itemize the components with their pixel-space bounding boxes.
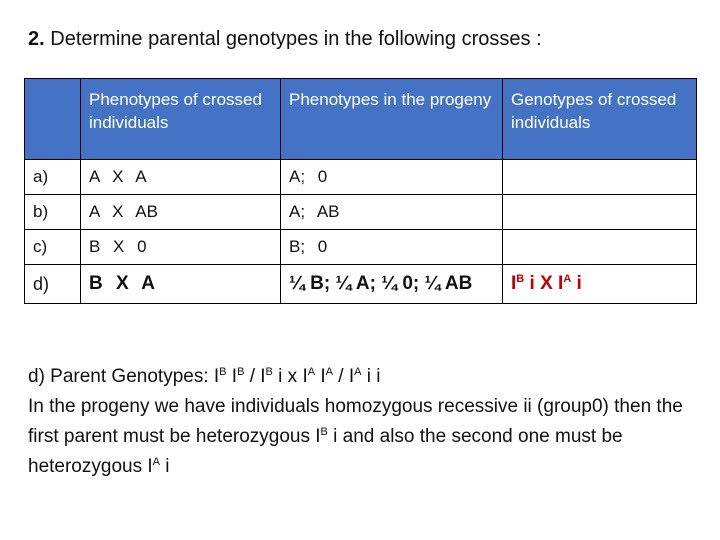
question-title: [28, 28, 542, 51]
crosses-table: [24, 78, 697, 304]
header-cell-parent-genotypes: Genotypes of crossed individuals: [503, 79, 697, 160]
question-number: 2.: [28, 28, 45, 50]
explanation-line-1: d) Parent Genotypes: $I^B$ $I^B / I^B$ i x $I^A$ $I^A / I^A$ i i: [28, 366, 381, 387]
genotypes-cell: [503, 195, 697, 230]
row-label: c): [25, 230, 81, 265]
explanation-line-2: In the progeny we have individuals homozygous recessive ii (group0) then the first parent must be heterozygous $I^B$ i and also the second one must be heterozygous $I^A$ i: [28, 396, 683, 477]
genotype-answer: $I^B$ i X $I^A$ i: [511, 273, 582, 294]
explanation: [28, 362, 704, 482]
table-row: [25, 230, 697, 265]
parents-cell: B X A: [81, 265, 281, 304]
progeny-cell: B; 0: [281, 230, 503, 265]
header-cell-progeny-phenotypes: Phenotypes in the progeny: [281, 79, 503, 160]
header-cell-label: [25, 79, 81, 160]
genotypes-cell: [503, 230, 697, 265]
question-text: Determine parental genotypes in the following crosses :: [50, 28, 542, 50]
row-label: b): [25, 195, 81, 230]
parents-cell: A X AB: [81, 195, 281, 230]
table-row: [25, 160, 697, 195]
genotypes-cell: [503, 160, 697, 195]
header-cell-parent-phenotypes: Phenotypes of crossed individuals: [81, 79, 281, 160]
progeny-cell: A; 0: [281, 160, 503, 195]
table-row: [25, 265, 697, 304]
table-header-row: [25, 79, 697, 160]
row-label: a): [25, 160, 81, 195]
progeny-cell: ¼ B; ¼ A; ¼ 0; ¼ AB: [281, 265, 503, 304]
table-row: [25, 195, 697, 230]
parents-cell: A X A: [81, 160, 281, 195]
progeny-cell: A; AB: [281, 195, 503, 230]
parents-cell: B X 0: [81, 230, 281, 265]
row-label: d): [25, 265, 81, 304]
genotypes-cell-answer: [503, 265, 697, 304]
